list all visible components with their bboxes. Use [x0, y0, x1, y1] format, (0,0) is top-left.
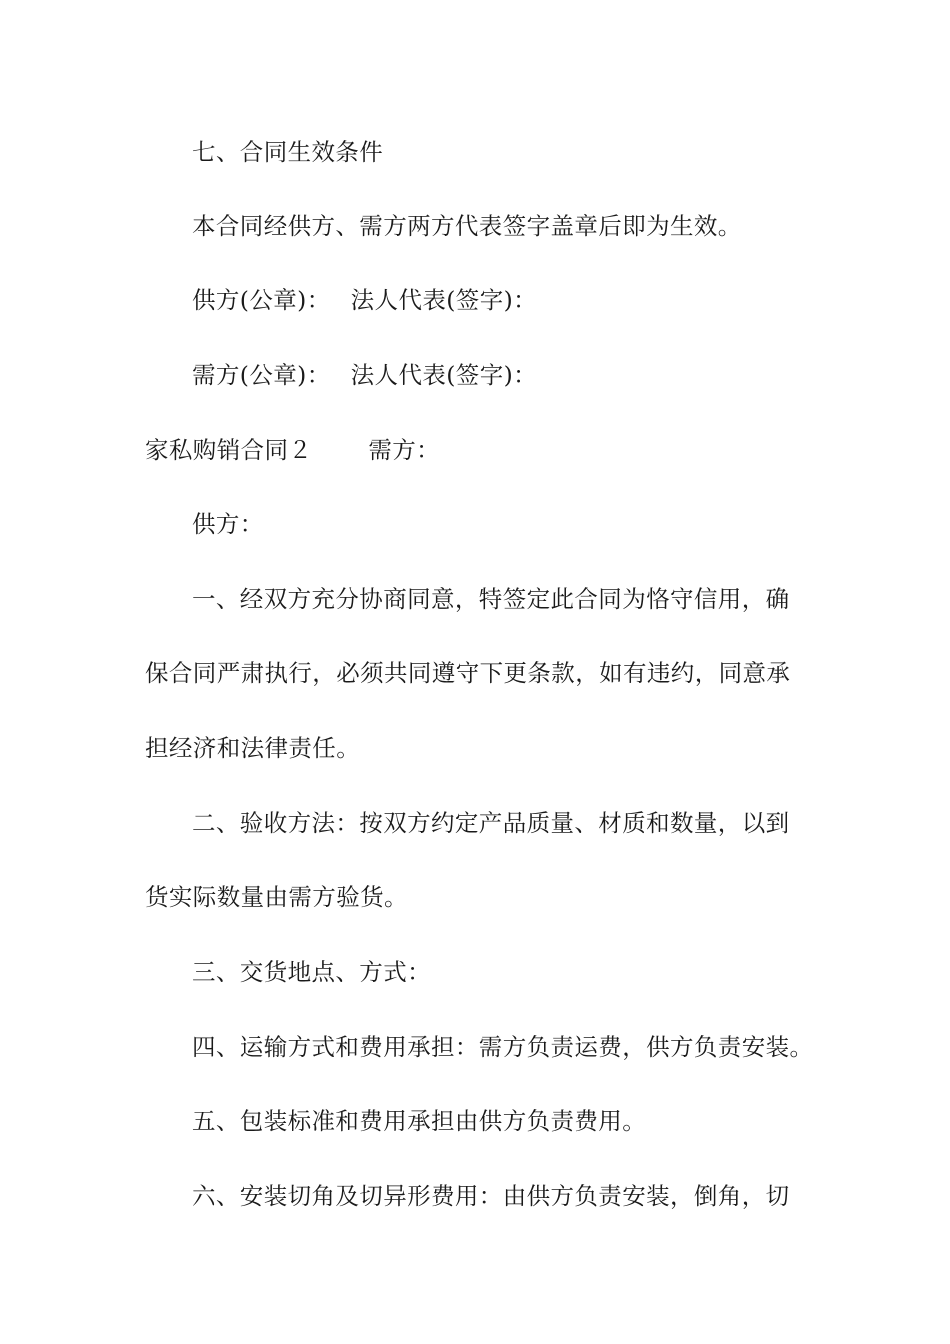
- section-7-body: 本合同经供方、需方两方代表签字盖章后即为生效。: [192, 212, 742, 240]
- supplier-rep-label: 法人代表(签字)：: [350, 286, 538, 314]
- buyer-seal-label: 需方(公章)：: [192, 361, 331, 389]
- contract-2-title-line: [145, 435, 440, 465]
- clause-2-line-2: 货实际数量由需方验货。: [145, 883, 408, 911]
- clause-6-line-1: 六、安装切角及切异形费用：由供方负责安装，倒角，切: [192, 1182, 790, 1210]
- buyer-rep-label: 法人代表(签字)：: [350, 361, 538, 389]
- supplier-signature-line: [192, 285, 537, 315]
- section-7-heading: 七、合同生效条件: [192, 138, 384, 166]
- clause-3: 三、交货地点、方式：: [192, 958, 431, 986]
- contract-2-buyer-label: 需方：: [368, 436, 441, 464]
- clause-1-line-1: 一、经双方充分协商同意，特签定此合同为恪守信用，确: [192, 585, 790, 613]
- clause-1-line-3: 担经济和法律责任。: [145, 734, 361, 762]
- contract-2-supplier-label: 供方：: [192, 510, 264, 538]
- clause-1-line-2: 保合同严肃执行，必须共同遵守下更条款，如有违约，同意承: [145, 659, 791, 687]
- buyer-signature-line: [192, 360, 537, 390]
- supplier-seal-label: 供方(公章)：: [192, 286, 331, 314]
- contract-2-title: 家私购销合同２: [145, 436, 313, 464]
- clause-4: 四、运输方式和费用承担：需方负责运费，供方负责安装。: [192, 1033, 814, 1061]
- clause-2-line-1: 二、验收方法：按双方约定产品质量、材质和数量，以到: [192, 809, 790, 837]
- clause-5: 五、包装标准和费用承担由供方负责费用。: [192, 1107, 647, 1135]
